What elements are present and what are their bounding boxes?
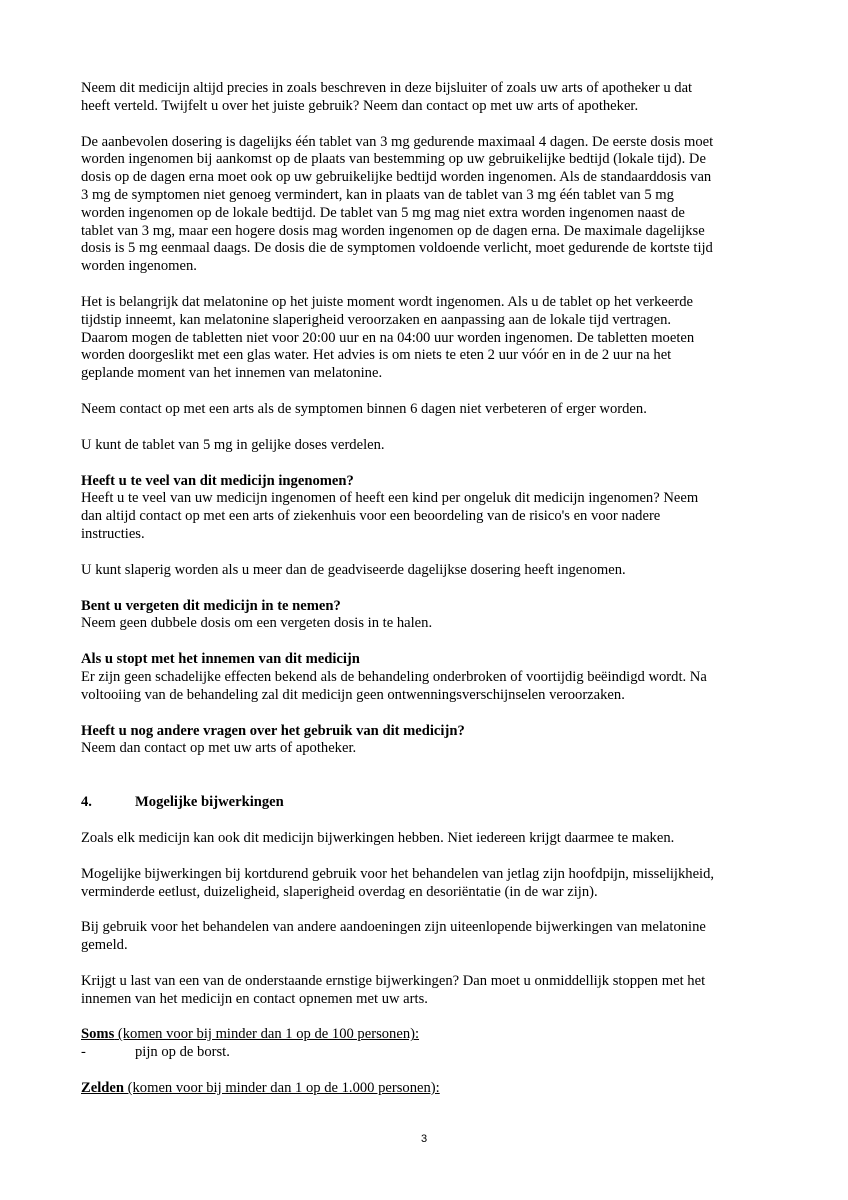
- heading-forgotten: Bent u vergeten dit medicijn in te nemen?: [81, 597, 341, 614]
- page-number: 3: [420, 1133, 428, 1145]
- paragraph-questions: Neem dan contact op met uw arts of apotheker.: [81, 740, 357, 757]
- paragraph-dosage: De aanbevolen dosering is dagelijks één tablet van 3 mg gedurende maximaal 4 dagen. De eerste dosis moet worden ingenomen bij aankomst op de plaats van bestemming op uw gebruikelijke bedtijd (lokale tijd). De dosis op de dagen erna moet ook op uw gebruikelijke bedtijd worden ingenomen. Als de standaarddosis van 3 mg de symptomen niet genoeg vermindert, kan in plaats van de tablet van 3 mg één tablet van 5 mg worden ingenomen op de lokale bedtijd. De tablet van 5 mg mag niet extra worden ingenomen naast de tablet van 3 mg, maar een hogere dosis mag worden ingenomen op de dagen erna. De maximale dagelijkse dosis is 5 mg eenmaal daags. De dosis die de symptomen voldoende verlicht, moet gedurende de kortste tijd worden ingenomen.: [81, 133, 714, 275]
- section-title: Mogelijke bijwerkingen: [135, 794, 284, 811]
- heading-questions: Heeft u nog andere vragen over het gebruik van dit medicijn?: [81, 722, 465, 739]
- paragraph-usage: Neem dit medicijn altijd precies in zoals beschreven in deze bijsluiter of zoals uw arts of apotheker u dat heeft verteld. Twijfelt u over het juiste gebruik? Neem dan contact op met uw arts of apotheker.: [81, 80, 693, 114]
- section-heading-side-effects: [81, 794, 771, 812]
- paragraph-jetlag-side-effects: Mogelijke bijwerkingen bij kortdurend gebruik voor het behandelen van jetlag zijn hoofdpijn, misselijkheid, verminderde eetlust, duizeligheid, slaperigheid overdag en desoriëntatie (in de war zijn).: [81, 865, 715, 900]
- paragraph-overdose: Heeft u te veel van uw medicijn ingenomen of heeft een kind per ongeluk dit medicijn ingenomen? Neem dan altijd contact op met een arts of ziekenhuis voor een beoordeling van de risico's en voor nadere instructies.: [81, 490, 699, 542]
- document-page: [81, 80, 771, 1098]
- paragraph-overdose-sleepy: U kunt slaperig worden als u meer dan de geadviseerde dagelijkse dosering heeft ingenomen.: [81, 561, 626, 578]
- paragraph-timing: Het is belangrijk dat melatonine op het juiste moment wordt ingenomen. Als u de tablet op het verkeerde tijdstip inneemt, kan melatonine slaperigheid veroorzaken en aanpassing aan de lokale tijd vertragen. Daarom mogen de tabletten niet voor 20:00 uur en na 04:00 uur worden ingenomen. De tabletten moeten worden doorgeslikt met een glas water. Het advies is om niets te eten 2 uur vóór en in de 2 uur na het geplande moment van het innemen van melatonine.: [81, 293, 695, 382]
- frequency-soms: [81, 1026, 771, 1044]
- paragraph-stopping: Er zijn geen schadelijke effecten bekend als de behandeling onderbroken of voortijdig beëindigd wordt. Na voltooiing van de behandeling zal dit medicijn geen ontwenningsverschijnselen veroorzaken.: [81, 668, 707, 703]
- paragraph-contact-doctor: Neem contact op met een arts als de symptomen binnen 6 dagen niet verbeteren of erger worden.: [81, 400, 647, 417]
- section-number: 4.: [81, 794, 92, 811]
- paragraph-serious-side-effects: Krijgt u last van een van de onderstaande ernstige bijwerkingen? Dan moet u onmiddellijk stoppen met het innemen van het medicijn en contact opnemen met uw arts.: [81, 972, 706, 1007]
- paragraph-side-effects-intro: Zoals elk medicijn kan ook dit medicijn bijwerkingen hebben. Niet iedereen krijgt daarmee te maken.: [81, 829, 675, 846]
- frequency-zelden-desc: (komen voor bij minder dan 1 op de 1.000 personen):: [123, 1080, 440, 1097]
- paragraph-forgotten: Neem geen dubbele dosis om een vergeten dosis in te halen.: [81, 615, 433, 632]
- paragraph-split-tablet: U kunt de tablet van 5 mg in gelijke doses verdelen.: [81, 436, 385, 453]
- frequency-zelden-label: Zelden: [81, 1080, 124, 1097]
- heading-overdose: Heeft u te veel van dit medicijn ingenomen?: [81, 472, 354, 489]
- list-item-text: pijn op de borst.: [135, 1044, 230, 1061]
- frequency-soms-label: Soms: [81, 1026, 115, 1043]
- list-dash: -: [81, 1044, 86, 1061]
- frequency-soms-desc: (komen voor bij minder dan 1 op de 100 personen):: [114, 1026, 420, 1043]
- frequency-zelden: [81, 1080, 771, 1098]
- paragraph-other-conditions: Bij gebruik voor het behandelen van andere aandoeningen zijn uiteenlopende bijwerkingen van melatonine gemeld.: [81, 919, 706, 954]
- heading-stopping: Als u stopt met het innemen van dit medicijn: [81, 651, 360, 668]
- list-item: [81, 1044, 771, 1062]
